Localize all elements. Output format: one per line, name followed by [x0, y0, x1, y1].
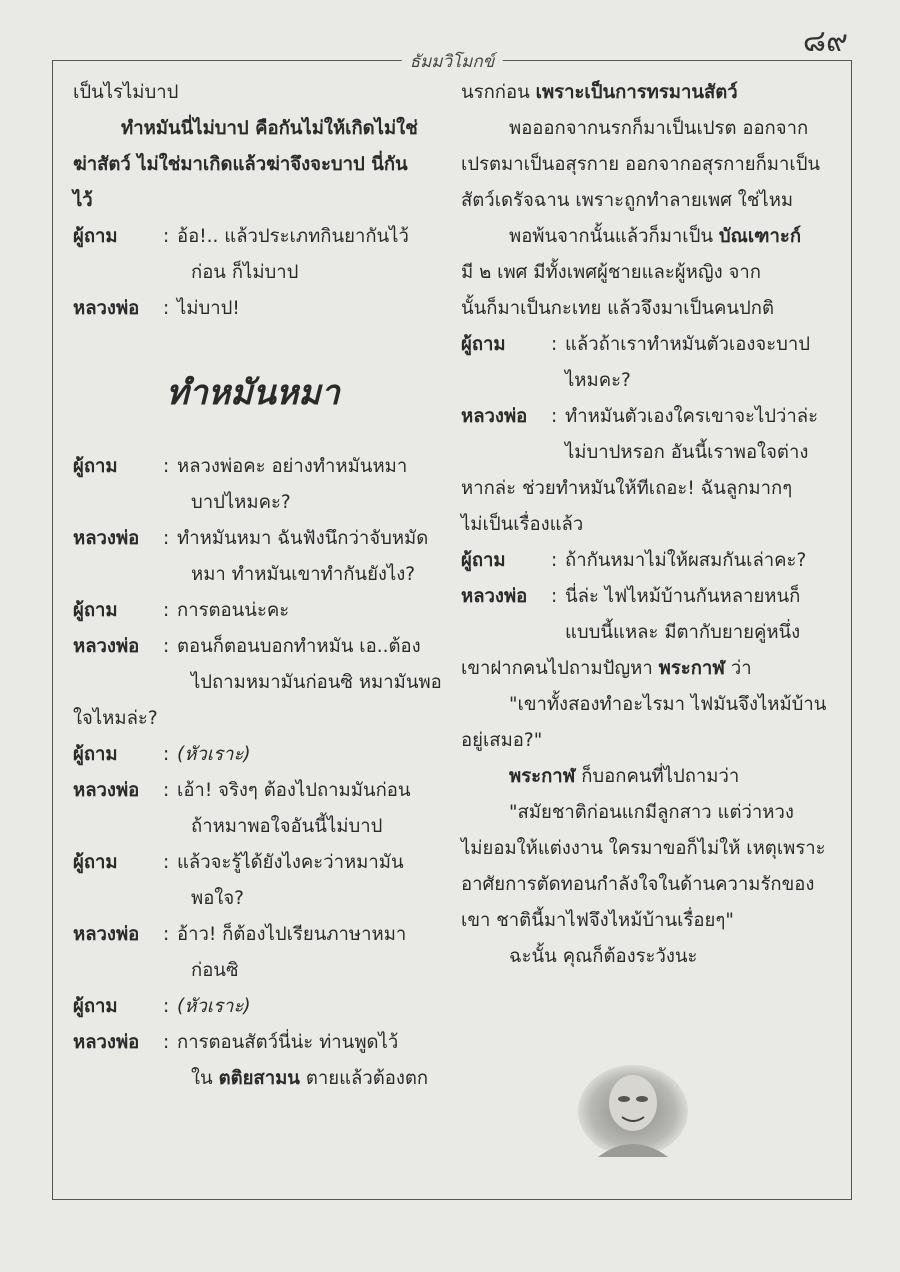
- utterance: แล้วจะรู้ได้ยังไงคะว่าหมามัน: [177, 852, 404, 873]
- dialogue-entry: หลวงพ่อ : ตอนก็ตอนบอกทำหมัน เอ..ต้อง: [73, 629, 433, 665]
- dialogue-entry: หลวงพ่อ : อ้าว! ก็ต้องไปเรียนภาษาหมา: [73, 917, 433, 953]
- dialogue-entry: ผู้ถาม : การตอนน่ะคะ: [73, 593, 433, 629]
- page-number: ๘๙: [802, 24, 848, 59]
- speaker-label: ผู้ถาม: [73, 744, 118, 765]
- dialogue-entry: ผู้ถาม : แล้วจะรู้ได้ยังไงคะว่าหมามัน: [73, 845, 433, 881]
- text-line: นรกก่อน เพราะเป็นการทรมานสัตว์: [461, 82, 738, 103]
- utterance-cont: ก่อน ก็ไม่บาป: [191, 262, 299, 283]
- speaker-label: หลวงพ่อ: [461, 586, 528, 607]
- utterance-cont: ถ้าหมาพอใจอันนี้ไม่บาป: [191, 816, 383, 837]
- utterance-cont: หากล่ะ ช่วยทำหมันให้ทีเถอะ! ฉันลูกมากๆ: [461, 478, 793, 499]
- utterance-cont: ใจไหมล่ะ?: [73, 708, 158, 729]
- utterance-cont: ใน ตติยสามน ตายแล้วต้องตก: [191, 1068, 429, 1089]
- text-line: เขา ชาตินี้มาไฟจึงไหม้บ้านเรื่อยๆ": [461, 910, 734, 931]
- utterance: อ้าว! ก็ต้องไปเรียนภาษาหมา: [177, 924, 407, 945]
- text-line: เป็นไรไม่บาป: [73, 82, 179, 103]
- left-column: [73, 75, 442, 1097]
- dialogue-entry: หลวงพ่อ : ทำหมันหมา ฉันฟังนึกว่าจับหมัด: [73, 521, 433, 557]
- utterance-cont: ไม่เป็นเรื่องแล้ว: [461, 514, 584, 535]
- speaker-label: ผู้ถาม: [461, 550, 506, 571]
- utterance-cont: ไม่บาปหรอก อันนี้เราพอใจต่าง: [565, 442, 809, 463]
- text-line: มี ๒ เพศ มีทั้งเพศผู้ชายและผู้หญิง จาก: [461, 262, 761, 283]
- speaker-label: ผู้ถาม: [73, 600, 118, 621]
- speaker-label: ผู้ถาม: [73, 852, 118, 873]
- utterance-cont: ไปถามหมามันก่อนซิ หมามันพอ: [191, 672, 442, 693]
- utterance-cont: บาปไหมคะ?: [191, 492, 291, 513]
- speaker-label: หลวงพ่อ: [73, 1032, 140, 1053]
- speaker-label: ผู้ถาม: [73, 996, 118, 1017]
- utterance-cont: พอใจ?: [191, 888, 244, 909]
- dialogue-entry: ผู้ถาม : อ้อ!.. แล้วประเภทกินยากันไว้: [73, 219, 433, 255]
- text-line: ไม่ยอมให้แต่งงาน ใครมาขอก็ไม่ให้ เหตุเพราะ: [461, 838, 826, 859]
- utterance: (หัวเราะ): [177, 996, 251, 1017]
- utterance-cont: เขาฝากคนไปถามปัญหา พระกาฬ ว่า: [461, 658, 752, 679]
- utterance: เอ้า! จริงๆ ต้องไปถามมันก่อน: [177, 780, 411, 801]
- dialogue-entry: หลวงพ่อ : การตอนสัตว์นี่น่ะ ท่านพูดไว้: [73, 1025, 433, 1061]
- text-line: ฉะนั้น คุณก็ต้องระวังนะ: [509, 946, 698, 967]
- speaker-label: หลวงพ่อ: [73, 528, 140, 549]
- utterance-cont: หมา ทำหมันเขาทำกันยังไง?: [191, 564, 416, 585]
- utterance: การตอนสัตว์นี่น่ะ ท่านพูดไว้: [177, 1032, 399, 1053]
- text-line: เปรตมาเป็นอสุรกาย ออกจากอสุรกายก็มาเป็น: [461, 154, 821, 175]
- dialogue-entry: ผู้ถาม : แล้วถ้าเราทำหมันตัวเองจะบาป: [461, 327, 821, 363]
- speaker-label: หลวงพ่อ: [73, 298, 140, 319]
- dialogue-entry: ผู้ถาม : ถ้ากันหมาไม่ให้ผสมกันเล่าคะ?: [461, 543, 821, 579]
- text-line: พอพ้นจากนั้นแล้วก็มาเป็น บัณเฑาะก์: [509, 226, 802, 247]
- text-line: พระกาฬ ก็บอกคนที่ไปถามว่า: [509, 766, 740, 787]
- speaker-label: หลวงพ่อ: [461, 406, 528, 427]
- utterance: การตอนน่ะคะ: [177, 600, 290, 621]
- utterance: แล้วถ้าเราทำหมันตัวเองจะบาป: [565, 334, 811, 355]
- right-column: [461, 75, 827, 975]
- dialogue-entry: หลวงพ่อ : ไม่บาป!: [73, 291, 433, 327]
- speaker-label: หลวงพ่อ: [73, 780, 140, 801]
- text-line: พอออกจากนรกก็มาเป็นเปรต ออกจาก: [509, 118, 809, 139]
- text-line: ทำหมันนี่ไม่บาป คือกันไม่ให้เกิดไม่ใช่: [121, 118, 418, 139]
- utterance: ถ้ากันหมาไม่ให้ผสมกันเล่าคะ?: [565, 550, 807, 571]
- text-line: อยู่เสมอ?": [461, 730, 543, 751]
- speaker-label: ผู้ถาม: [73, 226, 118, 247]
- monk-portrait: [578, 1061, 688, 1157]
- text-line: "สมัยชาติก่อนแกมีลูกสาว แต่ว่าหวง: [509, 802, 794, 823]
- text-line: ฆ่าสัตว์ ไม่ใช่มาเกิดแล้วฆ่าจึงจะบาป นี่กัน: [73, 154, 408, 175]
- utterance-cont: ไหมคะ?: [565, 370, 631, 391]
- speaker-label: หลวงพ่อ: [73, 636, 140, 657]
- dialogue-entry: หลวงพ่อ : ทำหมันตัวเองใครเขาจะไปว่าล่ะ: [461, 399, 821, 435]
- text-line: นั้นก็มาเป็นกะเทย แล้วจึงมาเป็นคนปกติ: [461, 298, 774, 319]
- section-heading: ทำหมันหมา: [166, 373, 340, 413]
- utterance: อ้อ!.. แล้วประเภทกินยากันไว้: [177, 226, 409, 247]
- utterance: หลวงพ่อคะ อย่างทำหมันหมา: [177, 456, 408, 477]
- speaker-label: ผู้ถาม: [461, 334, 506, 355]
- text-line: สัตว์เดรัจฉาน เพราะถูกทำลายเพศ ใช่ไหม: [461, 190, 794, 211]
- dialogue-entry: หลวงพ่อ : เอ้า! จริงๆ ต้องไปถามมันก่อน: [73, 773, 433, 809]
- utterance-cont: แบบนี้แหละ มีตากับยายคู่หนึ่ง: [565, 622, 801, 643]
- utterance: ทำหมันตัวเองใครเขาจะไปว่าล่ะ: [565, 406, 819, 427]
- utterance: นี่ล่ะ ไฟไหม้บ้านกันหลายหนก็: [565, 586, 801, 607]
- dialogue-entry: หลวงพ่อ : นี่ล่ะ ไฟไหม้บ้านกันหลายหนก็: [461, 579, 821, 615]
- dialogue-entry: ผู้ถาม : หลวงพ่อคะ อย่างทำหมันหมา: [73, 449, 433, 485]
- page-frame: [52, 52, 852, 1200]
- utterance-cont: ก่อนซิ: [191, 960, 239, 981]
- text-line: ไว้: [73, 190, 93, 211]
- utterance: ตอนก็ตอนบอกทำหมัน เอ..ต้อง: [177, 636, 421, 657]
- text-line: อาศัยการตัดทอนกำลังใจในด้านความรักของ: [461, 874, 815, 895]
- utterance: ทำหมันหมา ฉันฟังนึกว่าจับหมัด: [177, 528, 429, 549]
- text-line: "เขาทั้งสองทำอะไรมา ไฟมันจึงไหม้บ้าน: [509, 694, 827, 715]
- utterance: ไม่บาป!: [177, 298, 240, 319]
- running-header: ธัมมวิโมกข์: [402, 48, 503, 75]
- dialogue-entry: ผู้ถาม : (หัวเราะ): [73, 737, 433, 773]
- dialogue-entry: ผู้ถาม : (หัวเราะ): [73, 989, 433, 1025]
- speaker-label: หลวงพ่อ: [73, 924, 140, 945]
- speaker-label: ผู้ถาม: [73, 456, 118, 477]
- utterance: (หัวเราะ): [177, 744, 251, 765]
